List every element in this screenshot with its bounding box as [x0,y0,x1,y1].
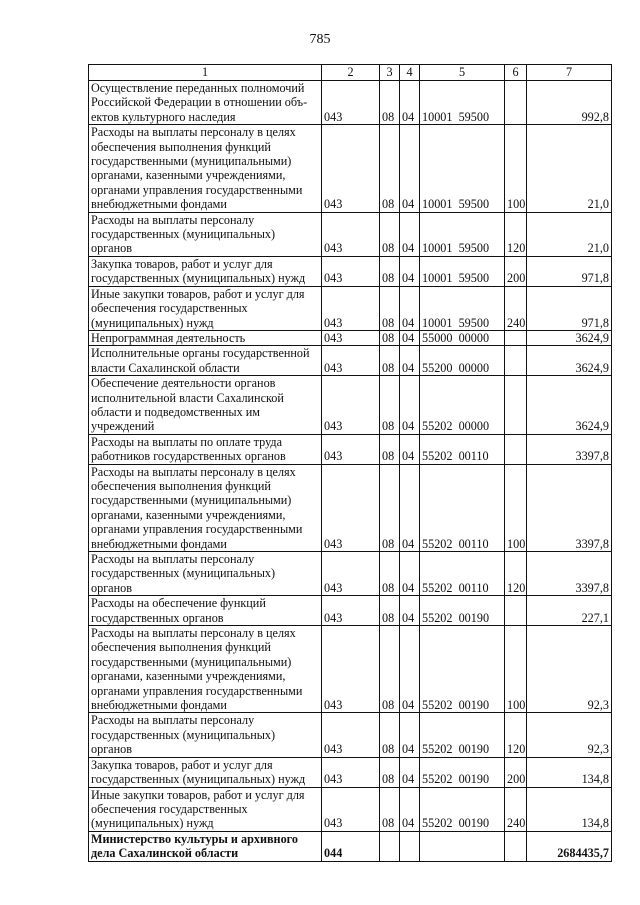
header-col-6: 6 [505,65,527,81]
table-row [89,787,612,831]
row-code-cell: 043 [322,286,380,330]
row-code-cell: 043 [322,713,380,757]
row-code-cell: 043 [322,256,380,286]
row-expense-type-cell [505,596,527,626]
row-expense-type-cell: 120 [505,713,527,757]
table-row [89,286,612,330]
table-row [89,212,612,256]
header-col-3: 3 [380,65,400,81]
row-expense-type-cell [505,346,527,376]
row-code-cell: 043 [322,212,380,256]
table-row [89,626,612,713]
row-subsection-cell: 04 [400,713,420,757]
row-code-cell: 043 [322,787,380,831]
row-code-cell: 043 [322,330,380,345]
row-section-cell: 08 [380,464,400,551]
row-name-cell: Расходы на выплаты персоналу в целях обеспечения выполнения функций государственными (муниципальными) органами, казенными учреждениями, органами управления государственными внебюджетными фондами [89,626,322,713]
row-subsection-cell: 04 [400,125,420,212]
table-row [89,831,612,861]
row-expense-type-cell: 200 [505,757,527,787]
table-row [89,125,612,212]
row-subsection-cell [400,831,420,861]
row-expense-type-cell: 100 [505,125,527,212]
row-code-cell: 043 [322,81,380,125]
budget-table [88,64,612,862]
row-name-cell: Расходы на выплаты персоналу государственных (муниципальных) органов [89,552,322,596]
row-section-cell: 08 [380,626,400,713]
row-target-cell [420,831,505,861]
row-expense-type-cell: 240 [505,787,527,831]
row-name-cell: Расходы на обеспечение функций государственных органов [89,596,322,626]
row-subsection-cell: 04 [400,256,420,286]
row-code-cell: 043 [322,376,380,435]
row-subsection-cell: 04 [400,286,420,330]
row-expense-type-cell: 120 [505,212,527,256]
table-row [89,346,612,376]
row-target-cell: 10001 59500 [420,81,505,125]
row-section-cell: 08 [380,552,400,596]
row-target-cell: 55202 00190 [420,596,505,626]
row-target-cell: 55200 00000 [420,346,505,376]
row-code-cell: 043 [322,434,380,464]
table-row [89,330,612,345]
row-name-cell: Непрограммная деятельность [89,330,322,345]
row-amount-cell: 2684435,7 [527,831,612,861]
row-expense-type-cell: 120 [505,552,527,596]
row-subsection-cell: 04 [400,434,420,464]
row-amount-cell: 21,0 [527,212,612,256]
row-name-cell: Расходы на выплаты персоналу в целях обеспечения выполнения функций государственными (муниципальными) органами, казенными учреждениями, органами управления государственными внебюджетными фондами [89,125,322,212]
row-expense-type-cell [505,434,527,464]
row-target-cell: 55202 00190 [420,757,505,787]
row-name-cell: Иные закупки товаров, работ и услуг для обеспечения государственных (муниципальных) нужд [89,286,322,330]
row-name-cell: Расходы на выплаты по оплате труда работников государственных органов [89,434,322,464]
table-row [89,376,612,435]
row-amount-cell: 3624,9 [527,346,612,376]
row-subsection-cell: 04 [400,626,420,713]
header-col-4: 4 [400,65,420,81]
row-subsection-cell: 04 [400,787,420,831]
row-code-cell: 043 [322,346,380,376]
row-amount-cell: 92,3 [527,626,612,713]
row-section-cell: 08 [380,434,400,464]
row-name-cell: Обеспечение деятельности органов исполнительной власти Сахалинской области и подведомственных им учреждений [89,376,322,435]
header-col-5: 5 [420,65,505,81]
row-section-cell [380,831,400,861]
row-target-cell: 10001 59500 [420,256,505,286]
row-target-cell: 55202 00190 [420,713,505,757]
row-name-cell: Исполнительные органы государственной власти Сахалинской области [89,346,322,376]
row-name-cell: Расходы на выплаты персоналу в целях обеспечения выполнения функций государственными (муниципальными) органами, казенными учреждениями, органами управления государственными внебюджетными фондами [89,464,322,551]
row-section-cell: 08 [380,376,400,435]
table-row [89,552,612,596]
row-name-cell: Расходы на выплаты персоналу государственных (муниципальных) органов [89,713,322,757]
row-name-cell: Закупка товаров, работ и услуг для государственных (муниципальных) нужд [89,757,322,787]
row-subsection-cell: 04 [400,757,420,787]
table-row [89,434,612,464]
row-target-cell: 55202 00190 [420,626,505,713]
row-expense-type-cell: 240 [505,286,527,330]
row-section-cell: 08 [380,330,400,345]
row-expense-type-cell [505,376,527,435]
row-subsection-cell: 04 [400,81,420,125]
table-row [89,596,612,626]
row-section-cell: 08 [380,713,400,757]
row-name-cell: Министерство культуры и архивного дела Сахалинской области [89,831,322,861]
page-number: 785 [309,32,331,47]
row-target-cell: 55000 00000 [420,330,505,345]
row-name-cell: Иные закупки товаров, работ и услуг для обеспечения государственных (муниципальных) нужд [89,787,322,831]
row-amount-cell: 3397,8 [527,434,612,464]
row-amount-cell: 3397,8 [527,464,612,551]
header-col-7: 7 [527,65,612,81]
row-amount-cell: 21,0 [527,125,612,212]
header-row [89,65,612,81]
row-expense-type-cell: 100 [505,626,527,713]
row-target-cell: 55202 00000 [420,376,505,435]
row-amount-cell: 992,8 [527,81,612,125]
row-subsection-cell: 04 [400,376,420,435]
row-amount-cell: 227,1 [527,596,612,626]
row-section-cell: 08 [380,81,400,125]
row-section-cell: 08 [380,757,400,787]
row-expense-type-cell: 200 [505,256,527,286]
row-amount-cell: 3397,8 [527,552,612,596]
row-name-cell: Закупка товаров, работ и услуг для государственных (муниципальных) нужд [89,256,322,286]
table-row [89,464,612,551]
row-section-cell: 08 [380,787,400,831]
row-target-cell: 55202 00110 [420,552,505,596]
row-target-cell: 10001 59500 [420,212,505,256]
row-subsection-cell: 04 [400,346,420,376]
row-target-cell: 10001 59500 [420,286,505,330]
row-code-cell: 043 [322,125,380,212]
row-code-cell: 043 [322,626,380,713]
row-section-cell: 08 [380,596,400,626]
row-section-cell: 08 [380,286,400,330]
row-target-cell: 55202 00110 [420,434,505,464]
row-target-cell: 55202 00110 [420,464,505,551]
row-code-cell: 043 [322,552,380,596]
row-subsection-cell: 04 [400,596,420,626]
row-code-cell: 043 [322,596,380,626]
row-amount-cell: 3624,9 [527,330,612,345]
row-code-cell: 044 [322,831,380,861]
row-expense-type-cell [505,81,527,125]
row-section-cell: 08 [380,212,400,256]
row-subsection-cell: 04 [400,330,420,345]
table-row [89,256,612,286]
row-subsection-cell: 04 [400,212,420,256]
row-expense-type-cell [505,330,527,345]
table-row [89,81,612,125]
row-amount-cell: 3624,9 [527,376,612,435]
row-section-cell: 08 [380,346,400,376]
row-subsection-cell: 04 [400,552,420,596]
row-amount-cell: 134,8 [527,787,612,831]
row-amount-cell: 134,8 [527,757,612,787]
row-target-cell: 55202 00190 [420,787,505,831]
row-code-cell: 043 [322,464,380,551]
table-row [89,757,612,787]
table-row [89,713,612,757]
row-name-cell: Расходы на выплаты персоналу государственных (муниципальных) органов [89,212,322,256]
row-section-cell: 08 [380,125,400,212]
row-amount-cell: 971,8 [527,286,612,330]
row-target-cell: 10001 59500 [420,125,505,212]
header-col-2: 2 [322,65,380,81]
row-section-cell: 08 [380,256,400,286]
row-expense-type-cell [505,831,527,861]
row-amount-cell: 92,3 [527,713,612,757]
row-code-cell: 043 [322,757,380,787]
row-amount-cell: 971,8 [527,256,612,286]
row-name-cell: Осуществление переданных полномочий Российской Федерации в отношении объ-ектов культурного наследия [89,81,322,125]
row-subsection-cell: 04 [400,464,420,551]
row-expense-type-cell: 100 [505,464,527,551]
header-col-1: 1 [89,65,322,81]
